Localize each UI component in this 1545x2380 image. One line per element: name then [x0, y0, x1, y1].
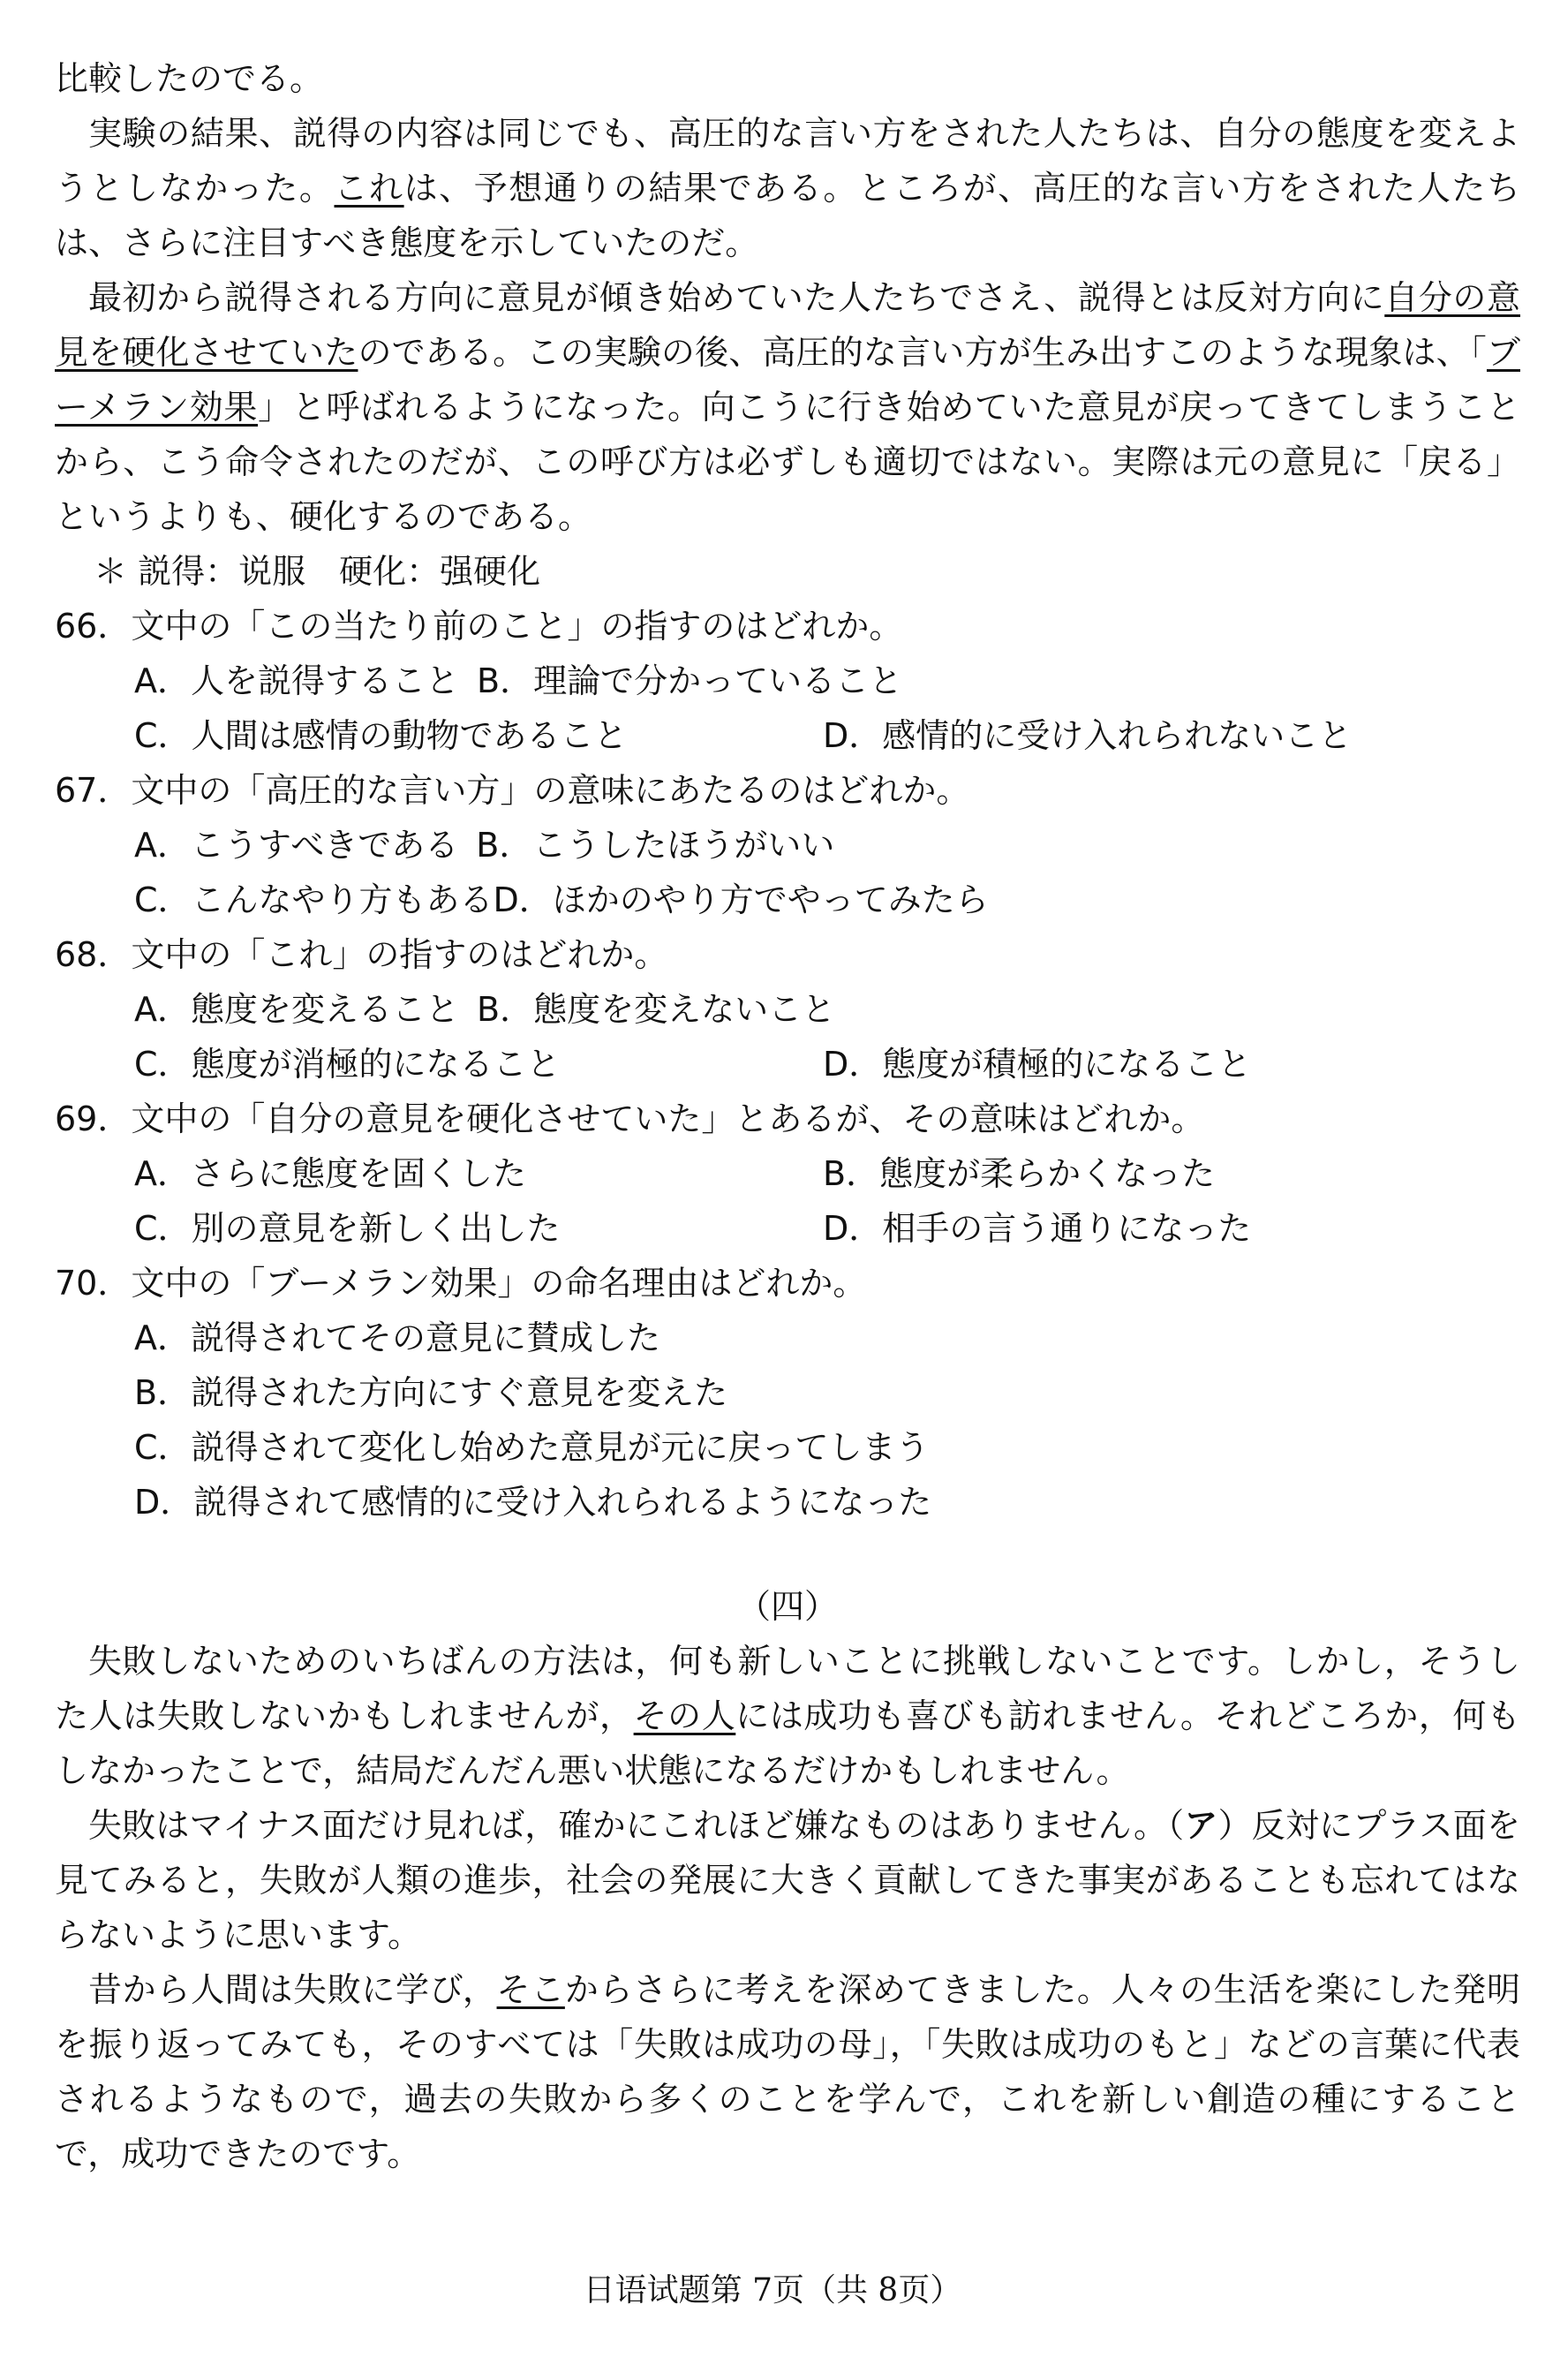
option-c: C．別の意見を新しく出した: [134, 1209, 561, 1248]
option-c: C．態度が消極的になること: [134, 1045, 561, 1084]
text-run: 実験の結果、説得の内容は同じでも、高圧的な言い方をされた人たちは、自分の態度を変えようとしなかった。: [55, 114, 1520, 208]
page-footer: 日语试题第 7页（共 8页）: [583, 2272, 962, 2308]
underlined-kore: これ: [334, 169, 404, 208]
section4-paragraph-2: [55, 1798, 1520, 1962]
blank-a: ア: [1184, 1806, 1218, 1845]
options-row: [55, 1201, 1520, 1256]
text-run: 失敗しないためのいちばんの方法は，何も新しいことに挑戦しないことです。しかし，そうした人は失敗しないかもしれませんが，: [55, 1642, 1520, 1735]
text-run: には成功も喜びも訪れません。それどころか，何もしなかったことで，結局だんだん悪い状態になるだけかもしれません。: [55, 1696, 1520, 1790]
passage-paragraph-1: [55, 106, 1520, 270]
option-a: A．人を説得すること: [134, 661, 459, 700]
option-b: B．態度を変えないこと: [477, 990, 836, 1029]
question-66: [55, 599, 1520, 763]
text-run: 」と呼ばれるようになった。向こうに行き始めていた意見が戻ってきてしまうことから、こう命令されたのだが、この呼び方は必ずしも適切ではない。実際は元の意見に「戻る」というよりも、硬化するのである。: [55, 388, 1520, 536]
option-d: D．説得されて感情的に受け入れられるようになった: [134, 1483, 932, 1522]
passage-paragraph-0: 比較したのでる。: [55, 59, 324, 98]
option-b: B．態度が柔らかくなった: [823, 1154, 1216, 1193]
option-a: A．態度を変えること: [134, 990, 459, 1029]
question-70: [55, 1256, 1520, 1530]
options-row: [55, 1037, 1520, 1092]
options-row: [55, 1146, 1520, 1201]
underlined-soko: そこ: [496, 1970, 565, 2009]
text-run: のである。この実験の後、高圧的な言い方が生み出すこのような現象は、「: [358, 333, 1487, 372]
option-d: D．感情的に受け入れられないこと: [823, 716, 1353, 755]
options-row: [55, 708, 1520, 763]
underlined-sono-hito: その人: [633, 1696, 736, 1735]
option-a: A．説得されてその意見に賛成した: [134, 1318, 660, 1357]
option-d: D．態度が積極的になること: [823, 1045, 1252, 1084]
option-b: B．理論で分かっていること: [477, 661, 903, 700]
options-row: [55, 818, 1520, 873]
options-row: [55, 1311, 1520, 1365]
section-title: （四）: [736, 1587, 838, 1626]
section4-paragraph-1: [55, 1634, 1520, 1798]
text-run: ）反対にプラス面を見てみると，失敗が人類の進歩，社会の発展に大きく貢献してきた事実があることも忘れてはならないように思います。: [55, 1806, 1520, 1954]
question-stem: 66．文中の「この当たり前のこと」の指すのはどれか。: [55, 607, 903, 646]
question-69: [55, 1092, 1520, 1256]
section4-paragraph-3: [55, 1962, 1520, 2181]
question-67: [55, 763, 1520, 927]
option-c: C．こんなやり方もある: [134, 880, 494, 919]
document-page: [55, 51, 1520, 2181]
underlined-hardening: 自分の意見を硬化させていた: [55, 278, 1520, 372]
underlined-boomerang: ブーメラン効果: [55, 333, 1520, 427]
text-run: からさらに考えを深めてきました。人々の生活を楽にした発明を振り返ってみても，そのすべては「失敗は成功の母」，「失敗は成功のもと」などの言葉に代表されるようなもので，過去の失敗から多くのことを学んで，これを新しい創造の種にすることで，成功できたのです。: [55, 1970, 1520, 2173]
option-d: D．ほかのやり方でやってみたら: [493, 880, 989, 919]
options-row: [55, 1475, 1520, 1530]
question-stem: 67．文中の「高圧的な言い方」の意味にあたるのはどれか。: [55, 771, 970, 810]
option-a: A．さらに態度を固くした: [134, 1154, 526, 1193]
text-run: 失敗はマイナス面だけ見れば，確かにこれほど嫌なものはありません。（: [88, 1806, 1185, 1845]
question-stem: 69．文中の「自分の意見を硬化させていた」とあるが、その意味はどれか。: [55, 1099, 1205, 1138]
option-a: A．こうすべきである: [134, 826, 459, 865]
options-row: [55, 873, 1520, 927]
option-c: C．人間は感情の動物であること: [134, 716, 628, 755]
text-run: 最初から説得される方向に意見が傾き始めていた人たちでさえ、説得とは反対方向に: [88, 278, 1385, 317]
passage-paragraph-2: [55, 270, 1520, 544]
question-68: [55, 927, 1520, 1092]
option-c: C．説得されて変化し始めた意見が元に戻ってしまう: [134, 1428, 930, 1467]
question-stem: 68．文中の「これ」の指すのはどれか。: [55, 935, 668, 974]
options-row: [55, 1365, 1520, 1420]
options-row: [55, 1420, 1520, 1475]
options-row: [55, 654, 1520, 708]
options-row: [55, 982, 1520, 1037]
question-stem: 70．文中の「ブーメラン効果」の命名理由はどれか。: [55, 1264, 867, 1303]
text-run: 昔から人間は失敗に学び，: [88, 1970, 497, 2009]
option-b: B．こうしたほうがいい: [476, 826, 835, 865]
option-d: D．相手の言う通りになった: [823, 1209, 1252, 1248]
vocabulary-note: ＊ 説得：说服 硬化：强硬化: [94, 552, 541, 591]
text-run: は、予想通りの結果である。ところが、高圧的な言い方をされた人たちは、さらに注目すべき態度を示していたのだ。: [55, 169, 1520, 262]
option-b: B．説得された方向にすぐ意見を変えた: [134, 1373, 728, 1412]
